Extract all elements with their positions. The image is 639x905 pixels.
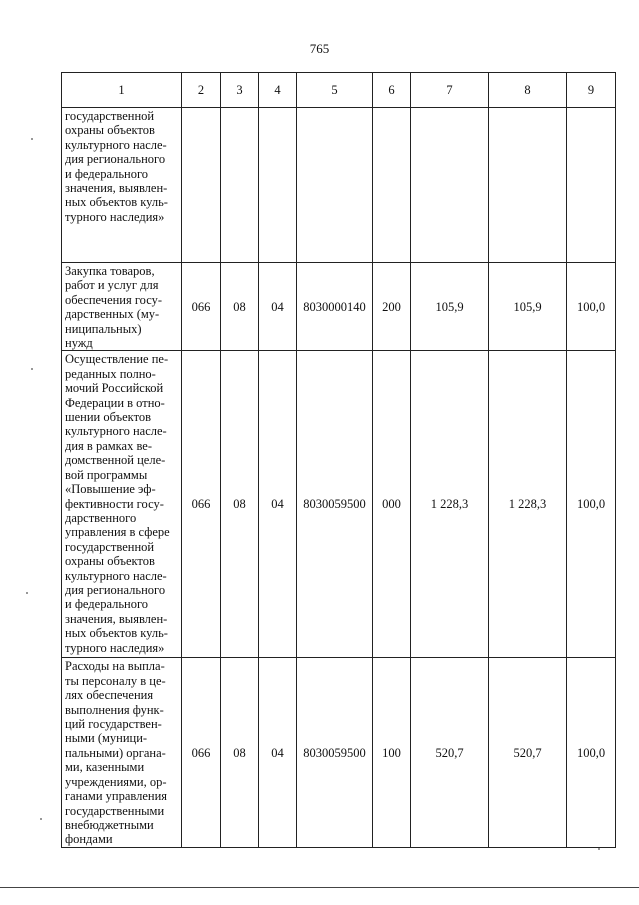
row-description — [62, 108, 182, 263]
table-cell: 000 — [373, 351, 411, 658]
description-line: фективности госу- — [65, 496, 164, 511]
column-header: 8 — [489, 73, 567, 108]
table-cell: 100,0 — [567, 658, 616, 848]
table-cell — [221, 108, 259, 263]
description-line: дия регионального — [65, 582, 166, 597]
table-cell: 066 — [182, 263, 221, 351]
description-line: ными (муници- — [65, 731, 148, 746]
scan-speck — [40, 818, 42, 820]
description-line: значения, выявлен- — [65, 181, 168, 196]
description-line: охраны объектов — [65, 554, 155, 569]
table-cell: 1 228,3 — [489, 351, 567, 658]
column-header: 9 — [567, 73, 616, 108]
description-line: внебюджетными — [65, 817, 154, 832]
column-header: 6 — [373, 73, 411, 108]
description-line: домственной целе- — [65, 453, 166, 468]
table-cell: 8030059500 — [297, 351, 373, 658]
description-line: шении объектов — [65, 410, 152, 425]
table-cell: 200 — [373, 263, 411, 351]
table-row — [62, 658, 616, 848]
table-row — [62, 108, 616, 263]
description-line: турного наследия» — [65, 640, 165, 655]
row-description — [62, 263, 182, 351]
description-line: Федерации в отно- — [65, 395, 165, 410]
description-line: ций государствен- — [65, 717, 162, 732]
column-header: 2 — [182, 73, 221, 108]
description-line: культурного насле- — [65, 568, 167, 583]
table-cell — [259, 108, 297, 263]
description-line: и федерального — [65, 166, 149, 181]
table-cell: 08 — [221, 263, 259, 351]
column-header: 7 — [411, 73, 489, 108]
description-line: «Повышение эф- — [65, 482, 156, 497]
description-line: значения, выявлен- — [65, 611, 168, 626]
table-cell — [182, 108, 221, 263]
table-cell: 105,9 — [411, 263, 489, 351]
table-cell — [373, 108, 411, 263]
column-header: 3 — [221, 73, 259, 108]
description-line: работ и услуг для — [65, 278, 159, 293]
description-line: мочий Российской — [65, 381, 164, 396]
description-line: ниципальных) — [65, 321, 142, 336]
description-line: лях обеспечения — [65, 688, 154, 703]
description-line: ных объектов куль- — [65, 626, 168, 641]
row-description — [62, 658, 182, 848]
description-line: ных объектов куль- — [65, 195, 168, 210]
description-line: учреждениями, ор- — [65, 774, 167, 789]
description-line: вой программы — [65, 467, 148, 482]
description-line: государственной — [65, 109, 155, 123]
table-cell: 066 — [182, 658, 221, 848]
description-line: ми, казенными — [65, 760, 145, 775]
scan-speck — [31, 138, 33, 140]
description-line: дия регионального — [65, 152, 166, 167]
column-header: 4 — [259, 73, 297, 108]
table-cell: 8030059500 — [297, 658, 373, 848]
description-line: ганами управления — [65, 789, 168, 804]
description-line: Расходы на выпла- — [65, 659, 165, 674]
description-line: ты персоналу в це- — [65, 673, 166, 688]
table-cell: 08 — [221, 658, 259, 848]
description-line: турного наследия» — [65, 209, 165, 224]
table-row — [62, 351, 616, 658]
description-line: управления в сфере — [65, 525, 170, 540]
table-cell: 1 228,3 — [411, 351, 489, 658]
description-line: Осуществление пе- — [65, 352, 169, 367]
description-line: обеспечения госу- — [65, 292, 163, 307]
table-cell — [297, 108, 373, 263]
description-line: выполнения функ- — [65, 702, 164, 717]
description-line: государственной — [65, 539, 155, 554]
table-cell — [489, 108, 567, 263]
column-header: 1 — [62, 73, 182, 108]
bottom-rule — [0, 887, 639, 888]
table-cell — [411, 108, 489, 263]
table-cell — [567, 108, 616, 263]
scan-speck — [598, 848, 600, 850]
column-header: 5 — [297, 73, 373, 108]
description-line: дарственных (му- — [65, 307, 160, 322]
scan-speck — [26, 592, 28, 594]
description-line: пальными) органа- — [65, 745, 166, 760]
description-line: охраны объектов — [65, 123, 155, 138]
table-cell: 04 — [259, 263, 297, 351]
description-line: государственными — [65, 803, 165, 818]
table-cell: 04 — [259, 658, 297, 848]
table-cell: 8030000140 — [297, 263, 373, 351]
table-cell: 520,7 — [489, 658, 567, 848]
row-description — [62, 351, 182, 658]
table-cell: 100 — [373, 658, 411, 848]
description-line: культурного насле- — [65, 424, 167, 439]
table-cell: 100,0 — [567, 351, 616, 658]
description-line: фондами — [65, 832, 113, 847]
description-line: дия в рамках ве- — [65, 438, 153, 453]
description-line: Закупка товаров, — [65, 264, 155, 278]
scan-speck — [31, 368, 33, 370]
description-line: реданных полно- — [65, 366, 156, 381]
table-cell: 04 — [259, 351, 297, 658]
page-number: 765 — [309, 41, 330, 56]
table-cell: 105,9 — [489, 263, 567, 351]
budget-table — [61, 72, 616, 848]
table-cell: 08 — [221, 351, 259, 658]
table-header-row — [62, 73, 616, 108]
description-line: дарственного — [65, 510, 137, 525]
table-cell: 520,7 — [411, 658, 489, 848]
description-line: и федерального — [65, 597, 149, 612]
table-cell: 100,0 — [567, 263, 616, 351]
table-row — [62, 263, 616, 351]
description-line: нужд — [65, 336, 93, 351]
description-line: культурного насле- — [65, 137, 167, 152]
table-cell: 066 — [182, 351, 221, 658]
